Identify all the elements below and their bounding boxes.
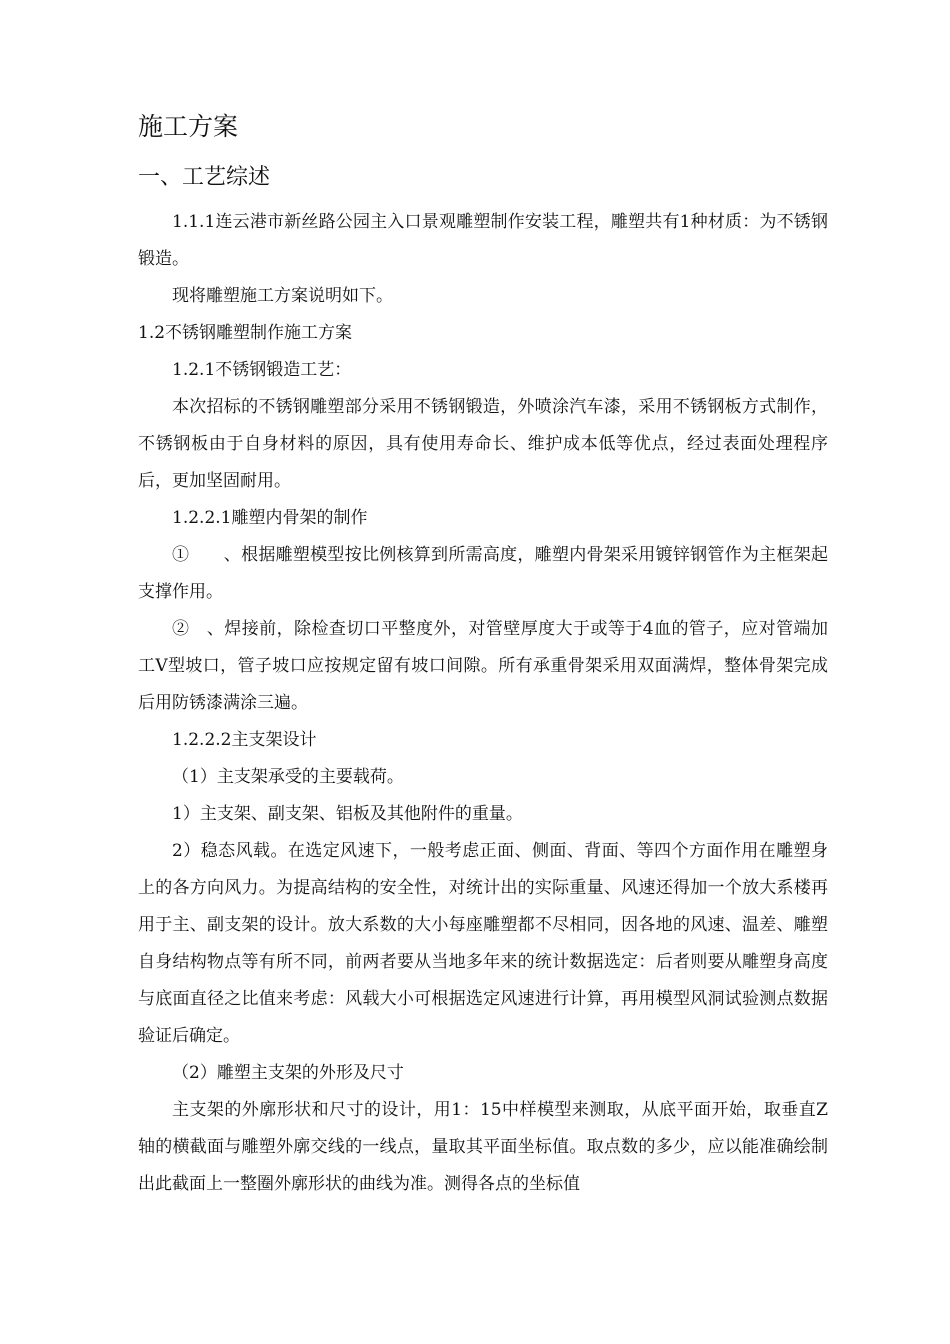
- list-item: 1）主支架、副支架、铝板及其他附件的重量。: [172, 804, 523, 824]
- paragraph-intro: 1.1.1连云港市新丝路公园主入口景观雕塑制作安装工程，雕塑共有1种材质：为不锈钢锻造。: [138, 212, 828, 269]
- paragraph-dimensions: 主支架的外廓形状和尺寸的设计，用1：15中样模型来测取，从底平面开始，取垂直Z轴的横截面与雕塑外廓交线的一线点，量取其平面坐标值。取点数的多少，应以能准确绘制出此截面上一整圈外廓形状的曲线为准。测得各点的坐标值: [138, 1100, 828, 1194]
- subsection-heading: 1.2.1不锈钢锻造工艺：: [172, 360, 352, 380]
- subsection-heading: 1.2不锈钢雕塑制作施工方案: [138, 323, 353, 343]
- list-item: （2）雕塑主支架的外形及尺寸: [172, 1063, 404, 1083]
- list-item: ① 、根据雕塑模型按比例核算到所需高度，雕塑内骨架采用镀锌钢管作为主框架起支撑作用。: [138, 545, 828, 602]
- list-item: ② 、焊接前，除检查切口平整度外，对管壁厚度大于或等于4血的管子，应对管端加工V型坡口，管子坡口应按规定留有坡口间隙。所有承重骨架采用双面满焊，整体骨架完成后用防锈漆满涂三遍。: [138, 619, 828, 713]
- paragraph-process: 本次招标的不锈钢雕塑部分采用不锈钢锻造，外喷涂汽车漆，采用不锈钢板方式制作，不锈钢板由于自身材料的原因，具有使用寿命长、维护成本低等优点，经过表面处理程序后，更加坚固耐用。: [138, 397, 828, 491]
- paragraph-wind-load: 2）稳态风载。在选定风速下，一般考虑正面、侧面、背面、等四个方面作用在雕塑身上的各方向风力。为提高结构的安全性，对统计出的实际重量、风速还得加一个放大系楼再用于主、副支架的设计。放大系数的大小每座雕塑都不尽相同，因各地的风速、温差、雕塑自身结构物点等有所不同，前两者要从当地多年来的统计数据选定：后者则要从雕塑身高度与底面直径之比值来考虑：风载大小可根据选定风速进行计算，再用模型风洞试验测点数据验证后确定。: [138, 841, 828, 1046]
- subsection-heading: 1.2.2.2主支架设计: [172, 730, 317, 750]
- subsection-heading: 1.2.2.1雕塑内骨架的制作: [172, 508, 368, 528]
- document-title: 施工方案: [138, 112, 239, 141]
- section-heading: 一、工艺综述: [138, 165, 271, 190]
- list-item: （1）主支架承受的主要载荷。: [172, 767, 404, 787]
- paragraph-plan-note: 现将雕塑施工方案说明如下。: [172, 286, 393, 306]
